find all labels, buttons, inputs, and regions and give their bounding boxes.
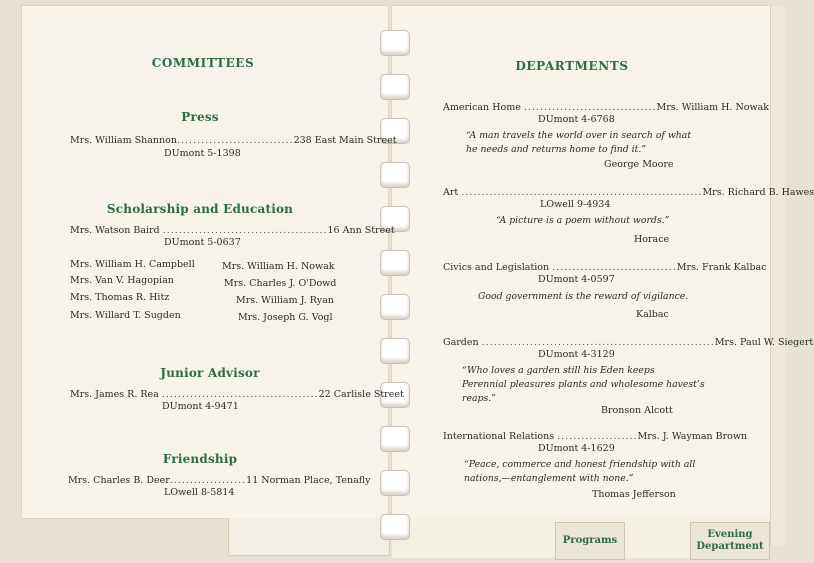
dot-leader: ............................... <box>552 262 677 273</box>
scholarship-name: Mrs. Watson Baird <box>70 225 160 236</box>
quote-line: he needs and returns home to find it.” <box>466 144 647 155</box>
tab-evening-line2: Department <box>696 541 764 552</box>
friendship-address: 11 Norman Place, Tenafly <box>246 475 371 486</box>
dept-name: Civics and Legislation <box>443 262 550 273</box>
dot-leader: ............................. <box>177 135 294 146</box>
international-relations-entry <box>443 431 747 442</box>
garden-entry <box>443 337 813 348</box>
member: Mrs. William H. Nowak <box>222 261 335 272</box>
member: Mrs. William J. Ryan <box>236 295 334 306</box>
dot-leader: ......................................... <box>162 225 328 236</box>
quote-author: Horace <box>634 234 670 245</box>
dept-chair: Mrs. Paul W. Siegert <box>714 337 814 348</box>
member: Mrs. William H. Campbell <box>70 259 195 270</box>
friendship-name: Mrs. Charles B. Deer <box>68 475 170 486</box>
american-home-entry <box>443 102 769 113</box>
press-name: Mrs. William Shannon <box>70 135 177 146</box>
departments-title: DEPARTMENTS <box>515 59 629 73</box>
dept-quote <box>462 364 705 406</box>
dept-quote <box>496 214 669 228</box>
quote-line: Perennial pleasures plants and wholesome havest’s <box>462 379 705 390</box>
left-page-tab <box>228 518 390 556</box>
press-contact <box>70 135 397 146</box>
binding-ring <box>380 250 410 276</box>
member: Mrs. Joseph G. Vogl <box>238 312 333 323</box>
dept-name: International Relations <box>443 431 555 442</box>
dot-leader: ................................. <box>523 102 657 113</box>
press-phone: DUmont 5-1398 <box>164 148 241 159</box>
quote-line: “A picture is a poem without words.” <box>496 215 670 226</box>
binding-ring <box>380 30 410 56</box>
dept-phone: DUmont 4-3129 <box>538 349 615 360</box>
dept-quote <box>464 458 695 486</box>
friendship-contact <box>68 475 370 486</box>
member: Mrs. Van V. Hagopian <box>70 275 174 286</box>
dot-leader: .......................................................... <box>481 337 715 348</box>
dot-leader: .................... <box>557 431 638 442</box>
binding-ring <box>380 470 410 496</box>
scholarship-heading: Scholarship and Education <box>106 202 294 216</box>
binding-ring <box>380 426 410 452</box>
dept-phone: LOwell 9-4934 <box>540 199 611 210</box>
quote-author: Bronson Alcott <box>601 405 673 416</box>
spiral-binding <box>378 0 412 563</box>
tab-programs[interactable] <box>555 522 625 560</box>
dept-chair: Mrs. William H. Nowak <box>656 102 770 113</box>
junior-advisor-name: Mrs. James R. Rea <box>70 389 159 400</box>
friendship-phone: LOwell 8-5814 <box>164 487 235 498</box>
friendship-heading: Friendship <box>162 452 238 466</box>
binding-ring <box>380 338 410 364</box>
tab-evening-line1: Evening <box>707 529 753 540</box>
dept-phone: DUmont 4-6768 <box>538 114 615 125</box>
quote-line: “A man travels the world over in search of what <box>466 130 692 141</box>
junior-advisor-address: 22 Carlisle Street <box>318 389 404 400</box>
quote-line: “Peace, commerce and honest friendship with all <box>464 459 696 470</box>
binding-ring <box>380 294 410 320</box>
dept-name: American Home <box>443 102 521 113</box>
dept-phone: DUmont 4-1629 <box>538 443 615 454</box>
dot-leader: ....................................... <box>161 389 319 400</box>
dept-chair: Mrs. Richard B. Hawes <box>702 187 814 198</box>
quote-author: Thomas Jefferson <box>592 489 676 500</box>
quote-author: George Moore <box>604 159 674 170</box>
junior-advisor-contact <box>70 389 404 400</box>
quote-line: reaps.” <box>462 393 496 404</box>
quote-line: “Who loves a garden still his Eden keeps <box>462 365 655 376</box>
tab-programs-label: Programs <box>562 535 618 546</box>
dept-quote <box>466 129 691 157</box>
quote-line: nations,—entanglement with none.” <box>464 473 634 484</box>
member: Mrs. Charles J. O'Dowd <box>224 278 337 289</box>
committees-title: COMMITTEES <box>151 56 255 70</box>
dept-chair: Mrs. Frank Kalbac <box>676 262 767 273</box>
dept-phone: DUmont 4-0597 <box>538 274 615 285</box>
press-heading: Press <box>181 110 219 124</box>
dot-leader: ................... <box>169 475 247 486</box>
civics-entry <box>443 262 767 273</box>
dept-name: Art <box>443 187 459 198</box>
press-address: 238 East Main Street <box>293 135 397 146</box>
junior-advisor-phone: DUmont 4-9471 <box>162 401 239 412</box>
binding-ring <box>380 162 410 188</box>
scholarship-contact <box>70 225 395 236</box>
member: Mrs. Willard T. Sugden <box>70 310 181 321</box>
art-entry <box>443 187 814 198</box>
tab-evening-department[interactable] <box>690 522 770 560</box>
dot-leader: ............................................................ <box>461 187 703 198</box>
scholarship-address: 16 Ann Street <box>327 225 395 236</box>
quote-line: Good government is the reward of vigilance. <box>478 291 689 302</box>
member: Mrs. Thomas R. Hitz <box>70 292 170 303</box>
tab-evening-label <box>696 529 763 553</box>
page-edge <box>770 6 785 546</box>
quote-author: Kalbac <box>636 309 669 320</box>
scholarship-phone: DUmont 5-0637 <box>164 237 241 248</box>
dept-name: Garden <box>443 337 479 348</box>
binding-ring <box>380 74 410 100</box>
junior-advisor-heading: Junior Advisor <box>160 366 260 380</box>
dept-quote <box>478 290 688 304</box>
binding-ring <box>380 514 410 540</box>
dept-chair: Mrs. J. Wayman Brown <box>637 431 748 442</box>
